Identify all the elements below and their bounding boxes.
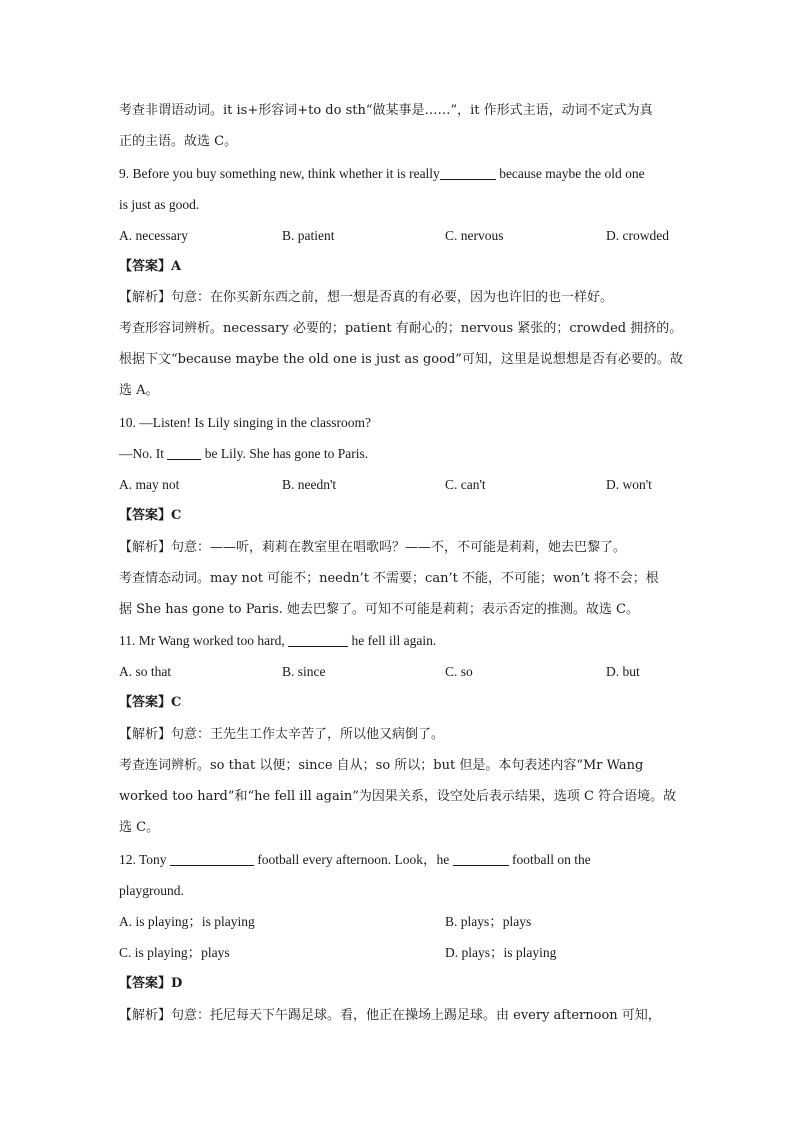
option-d: D. plays；is playing [445,945,557,960]
answer-label: 【答案】A [119,259,182,274]
question-11-options [119,658,689,686]
option-b: B. patient [282,228,335,243]
answer-blank [453,849,509,866]
question-10-reply: —No. It be Lily. She has gone to Paris. [119,440,689,468]
option-a: A. may not [119,477,180,492]
answer-blank [170,849,254,866]
analysis-line: worked too hard”和“he fell ill again”为因果关系，设空处后表示结果，选项 C 符合语境。故 [119,789,677,804]
answer-blank [440,163,496,180]
analysis-line: 考查形容词辨析。necessary 必要的；patient 有耐心的；nervous 紧张的；crowded 拥挤的。 [119,321,683,336]
question-12-options-row1 [119,908,689,936]
question-12-stem-cont: playground. [119,883,184,898]
question-12-stem: 12. Tony football every afternoon. Look，he football on the [119,846,689,874]
option-d: D. but [606,664,640,679]
analysis-line: 选 C。 [119,820,160,835]
question-9-options [119,222,689,250]
answer-label: 【答案】C [119,508,182,523]
question-10-stem: 10. —Listen! Is Lily singing in the classroom? [119,415,371,430]
option-c: C. so [445,664,473,679]
option-b: B. needn't [282,477,337,492]
answer-label: 【答案】C [119,695,182,710]
option-c: C. is playing；plays [119,945,230,960]
question-11-stem: 11. Mr Wang worked too hard, he fell ill again. [119,627,689,655]
option-b: B. since [282,664,326,679]
analysis-line: 考查非谓语动词。it is+形容词+to do sth“做某事是……”，it 作形式主语，动词不定式为真 [119,103,653,118]
answer-label: 【答案】D [119,976,183,991]
option-d: D. crowded [606,228,669,243]
analysis-line: 【解析】句意：在你买新东西之前，想一想是否真的有必要，因为也许旧的也一样好。 [119,290,614,305]
answer-blank [288,630,348,647]
option-a: A. necessary [119,228,188,243]
option-b: B. plays；plays [445,914,532,929]
analysis-line: 【解析】句意：王先生工作太辛苦了，所以他又病倒了。 [119,727,445,742]
analysis-line: 考查连词辨析。so that 以便；since 自从；so 所以；but 但是。本句表述内容“Mr Wang [119,758,644,773]
analysis-line: 根据下文“because maybe the old one is just as good”可知，这里是说想想是否有必要的。故 [119,352,683,367]
question-9-stem: 9. Before you buy something new, think whether it is really because maybe the old one [119,160,689,188]
analysis-line: 【解析】句意：——听，莉莉在教室里在唱歌吗？——不，不可能是莉莉，她去巴黎了。 [119,540,627,555]
analysis-line: 据 She has gone to Paris. 她去巴黎了。可知不可能是莉莉；表示否定的推测。故选 C。 [119,602,639,617]
analysis-line: 【解析】句意：托尼每天下午踢足球。看，他正在操场上踢足球。由 every afternoon 可知， [119,1008,661,1023]
analysis-line: 选 A。 [119,383,159,398]
option-d: D. won't [606,477,652,492]
question-10-options [119,471,689,499]
analysis-line: 正的主语。故选 C。 [119,134,238,149]
answer-blank [167,443,201,460]
option-c: C. nervous [445,228,504,243]
analysis-line: 考查情态动词。may not 可能不；needn’t 不需要；can’t 不能，不可能；won’t 将不会；根 [119,571,659,586]
option-a: A. so that [119,664,172,679]
option-c: C. can't [445,477,486,492]
question-12-options-row2 [119,939,689,967]
question-9-stem-cont: is just as good. [119,197,200,212]
option-a: A. is playing；is playing [119,914,255,929]
